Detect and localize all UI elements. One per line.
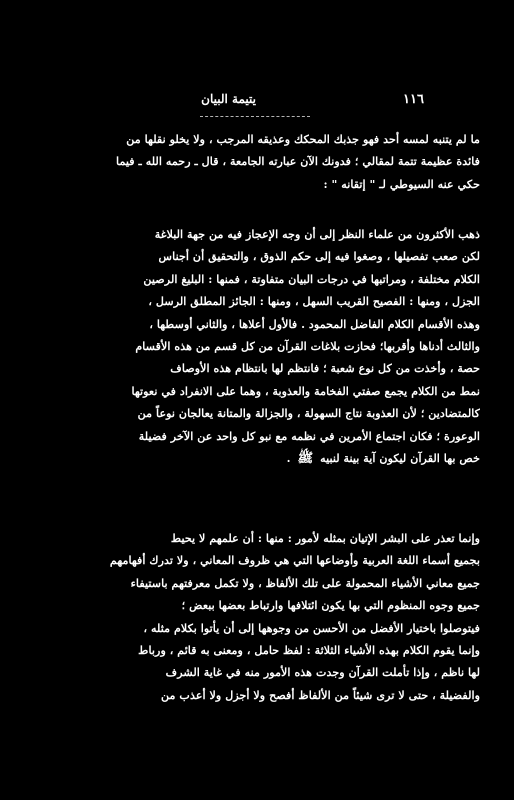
text-line: والثالث أدناها وأقربها؛ فحازت بلاغات القرآن من كل قسم من هذه الأقسام (135, 338, 480, 353)
text-line: جميع وجوه المنظوم التي بها يكون ائتلافها وارتباط بعضها ببعض ؛ (181, 598, 480, 613)
text-line: وإنما يقوم الكلام بهذه الأشياء الثلاثة : لفظ حامل ، ومعنى به قائم ، ورباط (138, 642, 480, 657)
text-line: حكي عنه السيوطي لـ " إتقانه " : (323, 176, 480, 191)
text-line: والفضيلة ، حتى لا ترى شيئاً من الألفاظ أفصح ولا أجزل ولا أعذب من (161, 687, 480, 702)
text-line: الكلام مختلفة ، ومراتبها في درجات البيان متفاوتة ، فمنها : البليغ الرصين (143, 271, 480, 286)
text-line: وإنما تعذر على البشر الإتيان بمثله لأمور : منها : أن علمهم لا يحيط (170, 531, 480, 545)
final-line-text: خص بها القرآن ليكون آية بينة لنبيه (320, 450, 480, 465)
text-line: بجميع أسماء اللغة العربية وأوضاعها التي هي ظروف المعاني ، ولا تدرك أفهامهم (109, 553, 480, 568)
text-line: حصة ، وأخذت من كل نوع شعبة ؛ فانتظم لها بانتظام هذه الأوصاف (170, 361, 480, 376)
paragraph-1 (30, 128, 480, 195)
text-line: ذهب الأكثرون من علماء النظر إلى أن وجه الإعجاز فيه من جهة البلاغة (154, 227, 480, 241)
text-line: كالمتضادين ؛ لأن العذوبة نتاج السهولة ، والجزالة والمتانة يعالجان نوعاً من (137, 406, 480, 421)
paragraph-2 (30, 223, 480, 469)
text-line: فائدة عظيمة تتمة لمقالي ؛ فدونك الآن عبارته الجامعة ، قال ـ رحمه الله ـ فيما (116, 154, 480, 169)
text-line: جميع معاني الأشياء المحمولة على تلك الألفاظ ، ولا تكمل معرفتهم باستيفاء (130, 575, 480, 590)
text-line-final (30, 447, 480, 469)
header-rule (200, 116, 310, 118)
page-number: ١١٦ (403, 92, 424, 107)
text-line: لها ناظم ، وإذا تأملت القرآن وجدت هذه الأمور منه في غاية الشرف (165, 665, 480, 680)
text-line: ما لم يتنبه لمسه أحد فهو جذبك المحكك وعذيقه المرجب ، ولا يخلو نقلها من (126, 132, 480, 146)
text-line: نمط من الكلام يجمع صفتي الفخامة والعذوبة ، وهما على الانفراد في نعوتها (131, 383, 480, 398)
running-title: يتيمة البيان (201, 92, 256, 106)
text-line: فيتوصلوا باختيار الأفضل من الأحسن من وجوهها إلى أن يأتوا بكلام مثله ، (143, 620, 480, 635)
text-line: الجزل ، ومنها : الفصيح القريب السهل ، ومنها : الجائز المطلق الرسل ، (148, 294, 480, 309)
salutation-symbol: ﷺ (297, 450, 314, 466)
text-line: الوعورة ؛ فكان اجتماع الأمرين في نظمه مع نبو كل واحد عن الآخر فضيلة (138, 428, 480, 443)
text-line: لكن صعب تفصيلها ، وصغوا فيه إلى حكم الذوق ، والتحقيق أن أجناس (158, 249, 480, 264)
text-line: وهذه الأقسام الكلام الفاضل المحمود . فالأول أعلاها ، والثاني أوسطها ، (149, 316, 480, 331)
final-line-end: . (286, 450, 291, 465)
paragraph-3 (30, 527, 480, 706)
page-header (30, 92, 484, 116)
